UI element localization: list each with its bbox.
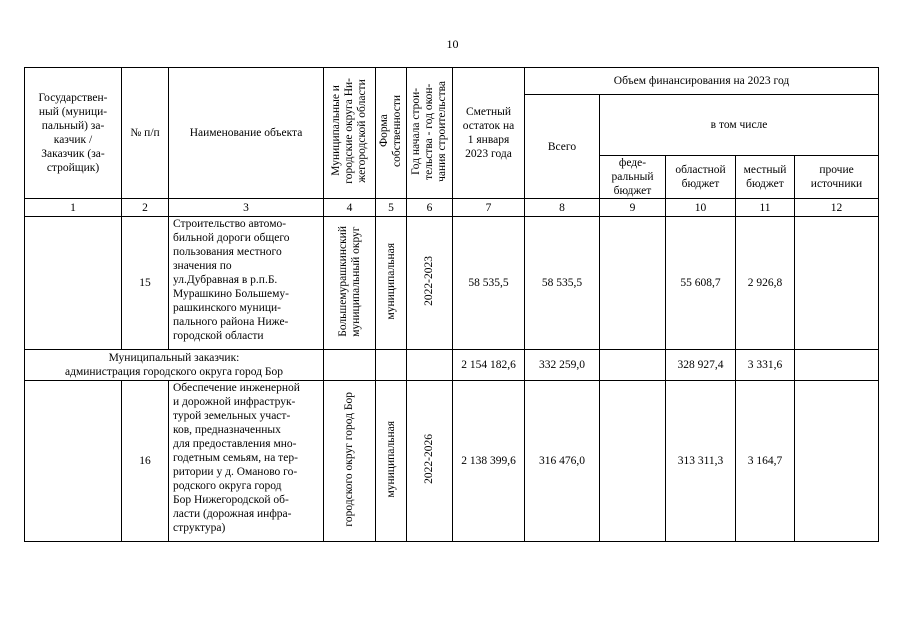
row-municipality-cell <box>324 381 376 542</box>
funding-table <box>24 67 879 542</box>
row-years: 2022-2023 <box>423 256 435 306</box>
row-total: 58 535,5 <box>525 217 600 350</box>
row-object-name: Строительство автомо- бильной дороги общего пользования местного значения по ул.Дубравная в р.п.Б. Мурашкино Большему- рашкинского муници- пального района Ниже- городской области <box>169 217 324 350</box>
subtotal-local: 3 331,6 <box>736 350 795 381</box>
table-row <box>25 217 879 350</box>
column-number: 10 <box>666 199 736 217</box>
row-years: 2022-2026 <box>423 434 435 484</box>
header-federal: феде- ральный бюджет <box>600 156 666 199</box>
subtotal-label: Муниципальный заказчик: администрация городского округа город Бор <box>25 350 324 381</box>
subtotal-empty-cell <box>407 350 453 381</box>
column-number: 1 <box>25 199 122 217</box>
header-total: Всего <box>525 95 600 199</box>
row-municipality-cell <box>324 217 376 350</box>
row-federal <box>600 381 666 542</box>
header-customer: Государствен- ный (муници- пальный) за- казчик / Заказчик (за- стройщик) <box>25 68 122 199</box>
row-other <box>795 217 879 350</box>
row-municipality: городского округ город Бор <box>343 391 355 527</box>
header-municipality: Муниципальные и городские округа Ни- жегородской области <box>330 78 368 184</box>
row-local: 2 926,8 <box>736 217 795 350</box>
header-municipality-cell <box>324 68 376 199</box>
row-total: 316 476,0 <box>525 381 600 542</box>
header-num: № п/п <box>122 68 169 199</box>
header-row-1 <box>25 68 879 95</box>
header-local: местный бюджет <box>736 156 795 199</box>
subtotal-empty-cell <box>376 350 407 381</box>
row-customer-cell <box>25 217 122 350</box>
column-number: 3 <box>169 199 324 217</box>
header-years: Год начала строи- тельства - год окон- чания строительства <box>410 80 448 182</box>
column-numbers-row <box>25 199 879 217</box>
row-remaining: 58 535,5 <box>453 217 525 350</box>
subtotal-other <box>795 350 879 381</box>
row-ownership-cell <box>376 217 407 350</box>
row-regional: 313 311,3 <box>666 381 736 542</box>
header-including: в том числе <box>600 95 879 156</box>
row-local: 3 164,7 <box>736 381 795 542</box>
subtotal-federal <box>600 350 666 381</box>
column-number: 6 <box>407 199 453 217</box>
row-ownership: муниципальная <box>384 242 397 320</box>
header-object-name: Наименование объекта <box>169 68 324 199</box>
header-other: прочие источники <box>795 156 879 199</box>
table-row <box>25 381 879 542</box>
header-years-cell <box>407 68 453 199</box>
column-number: 7 <box>453 199 525 217</box>
subtotal-remaining: 2 154 182,6 <box>453 350 525 381</box>
column-number: 11 <box>736 199 795 217</box>
header-remaining: Сметный остаток на 1 января 2023 года <box>453 68 525 199</box>
subtotal-empty-cell <box>324 350 376 381</box>
row-remaining: 2 138 399,6 <box>453 381 525 542</box>
row-years-cell <box>407 381 453 542</box>
header-funding-group: Объем финансирования на 2023 год <box>525 68 879 95</box>
subtotal-row <box>25 350 879 381</box>
row-ownership-cell <box>376 381 407 542</box>
column-number: 2 <box>122 199 169 217</box>
row-other <box>795 381 879 542</box>
row-num: 16 <box>122 381 169 542</box>
header-ownership-cell <box>376 68 407 199</box>
subtotal-total: 332 259,0 <box>525 350 600 381</box>
row-regional: 55 608,7 <box>666 217 736 350</box>
row-customer-cell <box>25 381 122 542</box>
column-number: 9 <box>600 199 666 217</box>
row-municipality: Большемурашкинский муниципальный округ <box>336 225 362 337</box>
column-number: 12 <box>795 199 879 217</box>
row-ownership: муниципальная <box>384 420 397 498</box>
row-federal <box>600 217 666 350</box>
header-regional: областной бюджет <box>666 156 736 199</box>
page-number: 10 <box>446 37 459 51</box>
column-number: 5 <box>376 199 407 217</box>
header-ownership: Форма собственности <box>378 95 403 167</box>
row-num: 15 <box>122 217 169 350</box>
row-object-name: Обеспечение инженерной и дорожной инфраструк- турой земельных участ- ков, предназначенных для предоставления мно- годетным семьям, на тер- ритории у д. Оманово го- родского округа город Бор Нижегородской об- ласти (дорожная инфра- структура) <box>169 381 324 542</box>
row-years-cell <box>407 217 453 350</box>
subtotal-regional: 328 927,4 <box>666 350 736 381</box>
column-number: 8 <box>525 199 600 217</box>
column-number: 4 <box>324 199 376 217</box>
